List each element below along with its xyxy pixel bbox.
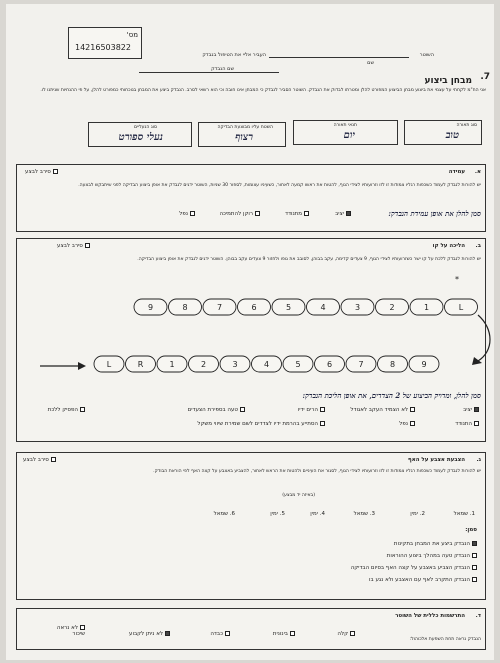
field-lighting-type: סוג תאורה טוב: [404, 120, 482, 145]
section-c-text: יש להורות לנבדק לעמוד כשכפות רגליו צמודות זו לזו וזרועותיו לצידי הגוף, לסגור את העיניים ולהטות את הראש לאחור, להצביע באצבע על קצה האף לפי הוראת הבודק.: [153, 469, 481, 474]
section-c-option-1[interactable]: הנבדק ביצע את המבחן בתקינות: [394, 541, 477, 547]
step-bottom-label: 5: [295, 360, 301, 369]
section-c-mark: סמן:: [465, 527, 477, 533]
section-b-option-raised[interactable]: הרים ידיו: [298, 407, 325, 413]
step-top-label: 5: [285, 303, 292, 312]
step-top-label: 2: [389, 303, 395, 312]
test-intro: אני הח"מ לקחתי על עצמי את ביצוע מבחן הביצוע המפורט להלן ומטרתו לבדוק את הנבדק. השוטר הסביר לנבדק כי המבחן אינו חובה וכי הוא רשאי לסרב. הנבדק ביצע את המבחן בנוכחותי כמפורט להלן, על פי ההנחיות שניתנו לו.: [40, 88, 486, 93]
section-a-title: עמידה: [448, 169, 465, 175]
step-top-label: 7: [216, 303, 223, 312]
section-b: ב. הליכה על קו סירב לבצע יש להורות לנבדק ללכת על קו ישר כשזרועותיו לצידי הגוף, 9 צעדים קדימה, עקב בבוהן, לסובב את גופו ולחזור 9 צעדים עקב בבוהן. השוטר ידגים לנבדק את אופן ביצוע הבדיקה. * סמן להלן, ומדויק הביצוע של 2 הצדדים, את אופן הליכת הנבדק: יציב לא הצמיד העקב לאגודל הרים ידיו טעה בספירת הצעדים הפסיק ללכת התנודד נפל הסתייע בהרמת ידיו לצדדים לשם שמירת שיווי משקל: [16, 238, 486, 442]
section-a-option-stable[interactable]: יציב: [335, 211, 351, 217]
section-b-option-heel[interactable]: לא הצמיד העקב לאגודל: [350, 407, 415, 413]
order-3: 3. שמאל: [353, 511, 375, 517]
step-bottom-label: 7: [358, 360, 364, 369]
section-d-option-medium[interactable]: בינונית: [273, 631, 295, 637]
test-title: מבחן ביצוע: [424, 76, 472, 86]
page-number: 7.: [480, 72, 490, 82]
field-lighting-conditions: תנאי תאורה יום: [293, 120, 398, 145]
section-b-option-swayed[interactable]: התנודד: [455, 421, 479, 427]
order-4: 4. ימין: [310, 511, 325, 517]
section-c-sub: (באיזה יד מבצע): [282, 493, 315, 498]
section-d-option-undetermined[interactable]: לא ניתן לקבוע: [129, 631, 170, 637]
order-5: 5. ימין: [270, 511, 285, 517]
step-top-label: 6: [251, 303, 257, 312]
section-d-option-heavy[interactable]: כבדה: [210, 631, 230, 637]
step-bottom-label: L: [106, 360, 112, 369]
section-a-text: יש להורות לנבדק לעמוד כשכפות רגליו צמודות זו לזו וזרועותיו לצידי הגוף, להטות את ראשו קמעה לאחור, כשעיניו עצומות, לספור 30 שניות, השוטר ידגים לנבדק את אופן ביצוע הבדיקה לפני שיתבקש לבצעה.: [78, 183, 481, 188]
step-bottom-label: 4: [263, 360, 270, 369]
section-a-option-swaying[interactable]: מתנודד: [285, 211, 309, 217]
section-b-option-stopped[interactable]: הפסיק ללכת: [48, 407, 85, 413]
section-b-option-balance[interactable]: הסתייע בהרמת ידיו לצדדים לשם שמירת שיווי משקל: [197, 421, 325, 427]
section-b-handwritten: סמן להלן, ומדויק הביצוע של 2 הצדדים, את אופן הליכת הנבדק:: [302, 391, 481, 400]
order-6: 6. שמאל: [213, 511, 235, 517]
section-b-option-fell[interactable]: נפל: [399, 421, 415, 427]
section-b-text: יש להורות לנבדק ללכת על קו ישר כשזרועותיו לצידי הגוף, 9 צעדים קדימה, עקב בבוהן, לסובב את גופו ולחזור 9 צעדים עקב בבוהן. השוטר ידגים לנבדק את אופן ביצוע הבדיקה.: [137, 257, 481, 262]
step-top-label: 9: [147, 303, 154, 312]
step-top-label: 1: [423, 303, 430, 312]
field-surface: השטח עליו מבוצעת הבדיקה רצוף: [198, 122, 286, 147]
section-b-refused[interactable]: סירב לבצע: [57, 243, 90, 249]
id-box: [68, 27, 142, 59]
id-label: מס': [126, 31, 138, 39]
form-page: [6, 4, 494, 660]
section-c: ג. הצבעת אצבע על האף סירב לבצע יש להורות לנבדק לעמוד כשכפות רגליו צמודות זו לזו וזרועותיו לצידי הגוף, לסגור את העיניים ולהטות את הראש לאחור, להצביע באצבע על קצה האף לפי הוראת הבודק. (באיזה יד מבצע) 1. שמאל 2. ימין 3. שמאל 4. ימין 5. ימין 6. שמאל סמן: הנבדק ביצע את המבחן בתקינות הנבדק טעה במהלך ביצוע ההוראות הנבדק הצביע באצבע על קצה האף בסיום הבדיקה הנבדק התקרב לאף עם האצבע ולא נגע בו: [16, 452, 486, 600]
section-b-option-miscount[interactable]: טעה בספירת הצעדים: [188, 407, 245, 413]
section-d-note: הנבדק נראה תחת השפעת אלכוהול:: [409, 637, 481, 642]
section-b-title: הליכה על קו: [432, 243, 465, 249]
footsteps-diagram: [16, 289, 496, 379]
name2-label: שם הנבדק: [211, 66, 234, 72]
section-d-option-light[interactable]: קלה: [337, 631, 355, 637]
step-bottom-label: 6: [326, 360, 333, 369]
step-top-label: L: [458, 303, 464, 312]
step-top-label: 3: [354, 303, 361, 312]
section-c-option-2[interactable]: הנבדק טעה במהלך ביצוע ההוראות: [387, 553, 477, 559]
section-a-refused[interactable]: סירב לבצע: [25, 169, 58, 175]
section-a-handwritten: סמן להלן את אופן עמידת הנבדק:: [388, 209, 481, 218]
section-c-title: הצבעת אצבע על האף: [408, 457, 465, 463]
step-bottom-label: 3: [232, 360, 238, 369]
section-d-title: התרשמות כללית של השוטר: [395, 613, 465, 619]
section-d-option-not-drunk[interactable]: לא נראה שיכור: [56, 625, 85, 637]
step-top-label: 4: [320, 303, 326, 312]
section-a-option-fell[interactable]: נפל: [179, 211, 195, 217]
step-top-label: 8: [182, 303, 188, 312]
step-bottom-label: 8: [389, 360, 396, 369]
step-bottom-label: 9: [421, 360, 427, 369]
section-a-option-support[interactable]: רוקן להתמיכה: [219, 211, 260, 217]
id-number: 14216503822: [75, 43, 131, 52]
step-bottom-label: 2: [200, 360, 207, 369]
step-bottom-label: 1: [169, 360, 175, 369]
officer-label: השוטר: [419, 52, 434, 58]
star-mark: *: [455, 275, 459, 284]
section-b-option-stable[interactable]: יציב: [463, 407, 479, 413]
order-1: 1. שמאל: [453, 511, 475, 517]
section-a: א. עמידה סירב לבצע יש להורות לנבדק לעמוד כשכפות רגליו צמודות זו לזו וזרועותיו לצידי הגוף, להטות את ראשו קמעה לאחור, כשעיניו עצומות, לספור 30 שניות, השוטר ידגים לנבדק את אופן ביצוע הבדיקה לפני שיתבקש לבצעה. סמן להלן את אופן עמידת הנבדק: יציב מתנודד רוקן להתמיכה נפל: [16, 164, 486, 232]
section-c-refused[interactable]: סירב לבצע: [23, 457, 56, 463]
section-c-option-4[interactable]: הנבדק התקרב לאף עם האצבע ולא נגע בו: [369, 577, 477, 583]
name-label: שם: [367, 60, 374, 66]
section-d: ד. התרשמות כללית של השוטר הנבדק נראה תחת השפעת אלכוהול: קלה בינונית כבדה לא ניתן לקבוע לא נראה שיכור: [16, 608, 486, 650]
order-2: 2. ימין: [410, 511, 425, 517]
section-c-option-3[interactable]: הנבדק הצביע באצבע על קצה האף בסיום הבדיקה: [351, 565, 477, 571]
step-bottom-label: R: [137, 360, 144, 369]
field-shoes: סוג הנעליים נעלי ספורט: [88, 122, 192, 147]
officer-note: העביר אליי את הטיפול בנבדק: [202, 52, 266, 58]
